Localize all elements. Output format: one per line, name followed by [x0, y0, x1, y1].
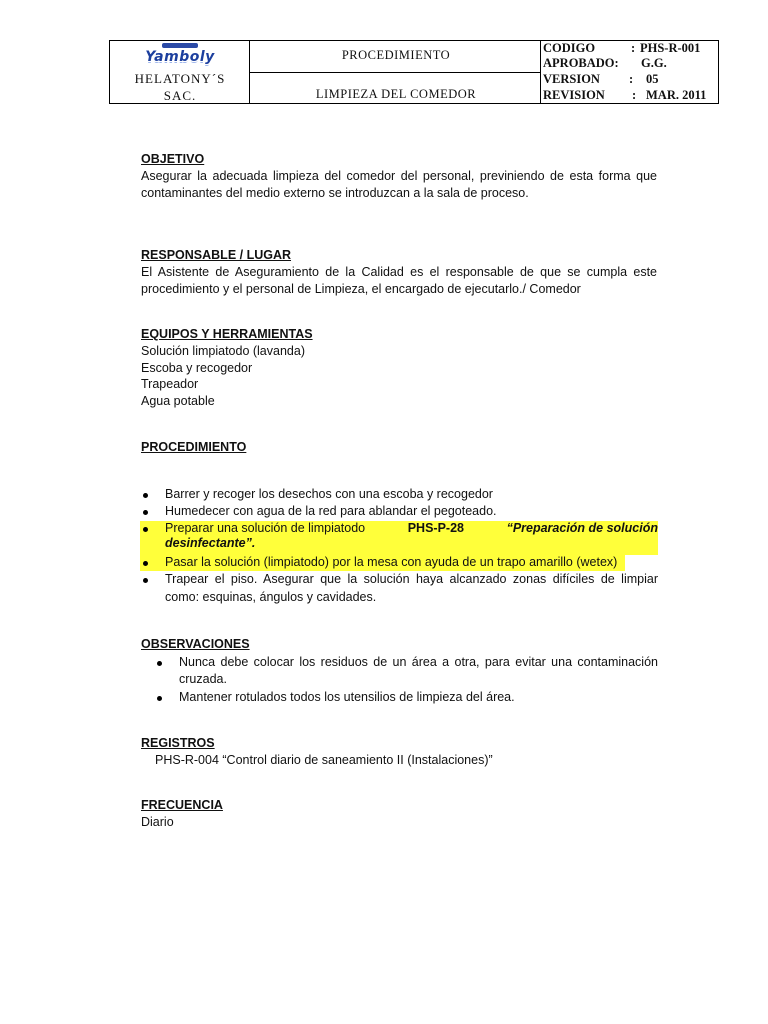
company-logo	[132, 44, 228, 66]
colon: :	[631, 41, 636, 55]
revision-value: MAR. 2011	[646, 88, 707, 102]
bullet-dot	[157, 661, 162, 666]
document-type: PROCEDIMIENTO	[341, 48, 451, 62]
codigo-row	[543, 41, 719, 57]
observation-2: Mantener rotulados todos los utensilios de limpieza del área.	[179, 690, 515, 704]
observation-1: Nunca debe colocar los residuos de un área a otra, para evitar una contaminación	[179, 655, 658, 669]
aprobado-row	[543, 56, 719, 72]
bullet-dot	[143, 527, 148, 532]
version-label: VERSION	[543, 72, 600, 86]
section-title-objetivo: OBJETIVO	[141, 152, 205, 166]
step-3-text: Preparar una solución de limpiatodo	[165, 521, 366, 535]
step-3-reference-cont: desinfectante”.	[165, 536, 256, 550]
procedure-step-2: Humedecer con agua de la red para ablandar el pegoteado.	[165, 504, 497, 518]
equipment-item: Solución limpiatodo (lavanda)	[141, 344, 305, 358]
version-row	[543, 72, 719, 88]
section-title-procedimiento: PROCEDIMIENTO	[141, 440, 247, 454]
codigo-value: PHS-R-001	[640, 41, 701, 55]
bullet-dot	[143, 510, 148, 515]
observation-1-cont: cruzada.	[179, 672, 227, 686]
bullet-dot	[143, 578, 148, 583]
equipment-item: Agua potable	[141, 394, 215, 408]
procedure-step-5: Trapear el piso. Asegurar que la solución haya alcanzado zonas difíciles de limpiar	[165, 572, 658, 586]
company-name: HELATONY´S	[134, 71, 226, 86]
bullet-dot	[143, 561, 148, 566]
company-suffix: SAC.	[163, 88, 197, 103]
revision-row	[543, 88, 719, 104]
procedure-step-4: Pasar la solución (limpiatodo) por la mesa con ayuda de un trapo amarillo (wetex)	[165, 555, 618, 569]
step-3-reference: “Preparación de solución	[506, 521, 658, 535]
procedure-step-5-cont: como: esquinas, ángulos y cavidades.	[165, 590, 377, 604]
aprobado-label: APROBADO:	[543, 56, 619, 70]
bullet-dot	[157, 696, 162, 701]
responsable-text: El Asistente de Aseguramiento de la Calidad es el responsable de que se cumpla este procedimiento y el personal de Limpieza, el encargado de ejecutarlo./ Comedor	[141, 265, 657, 296]
section-title-registros: REGISTROS	[141, 736, 215, 750]
equipment-item: Escoba y recogedor	[141, 361, 253, 375]
step-3-code: PHS-P-28	[407, 521, 464, 535]
procedure-step-3	[165, 521, 658, 550]
version-value: 05	[646, 72, 659, 86]
registro-item: PHS-R-004 “Control diario de saneamiento II (Instalaciones)”	[155, 753, 493, 767]
company-cell	[110, 41, 250, 105]
aprobado-value: G.G.	[641, 56, 667, 70]
objetivo-text: Asegurar la adecuada limpieza del comedor del personal, previniendo de esta forma que contaminantes del medio externo se introduzcan a la sala de proceso.	[141, 169, 657, 200]
colon: :	[629, 72, 634, 86]
section-title-responsable: RESPONSABLE / LUGAR	[141, 248, 292, 262]
section-title-observaciones: OBSERVACIONES	[141, 637, 250, 651]
logo-wordmark: Yamboly	[145, 49, 215, 65]
frecuencia-value: Diario	[141, 815, 174, 829]
document-header-table	[109, 40, 719, 104]
logo-tagline-bar	[162, 43, 198, 48]
section-title-equipos: EQUIPOS Y HERRAMIENTAS	[141, 327, 313, 341]
revision-label: REVISION	[543, 88, 605, 102]
bullet-dot	[143, 493, 148, 498]
colon: :	[632, 88, 637, 102]
section-title-frecuencia: FRECUENCIA	[141, 798, 223, 812]
document-title: LIMPIEZA DEL COMEDOR	[315, 87, 477, 101]
header-divider	[250, 72, 540, 73]
equipment-item: Trapeador	[141, 377, 199, 391]
codigo-label: CODIGO	[543, 41, 596, 55]
procedure-step-1: Barrer y recoger los desechos con una escoba y recogedor	[165, 487, 493, 501]
